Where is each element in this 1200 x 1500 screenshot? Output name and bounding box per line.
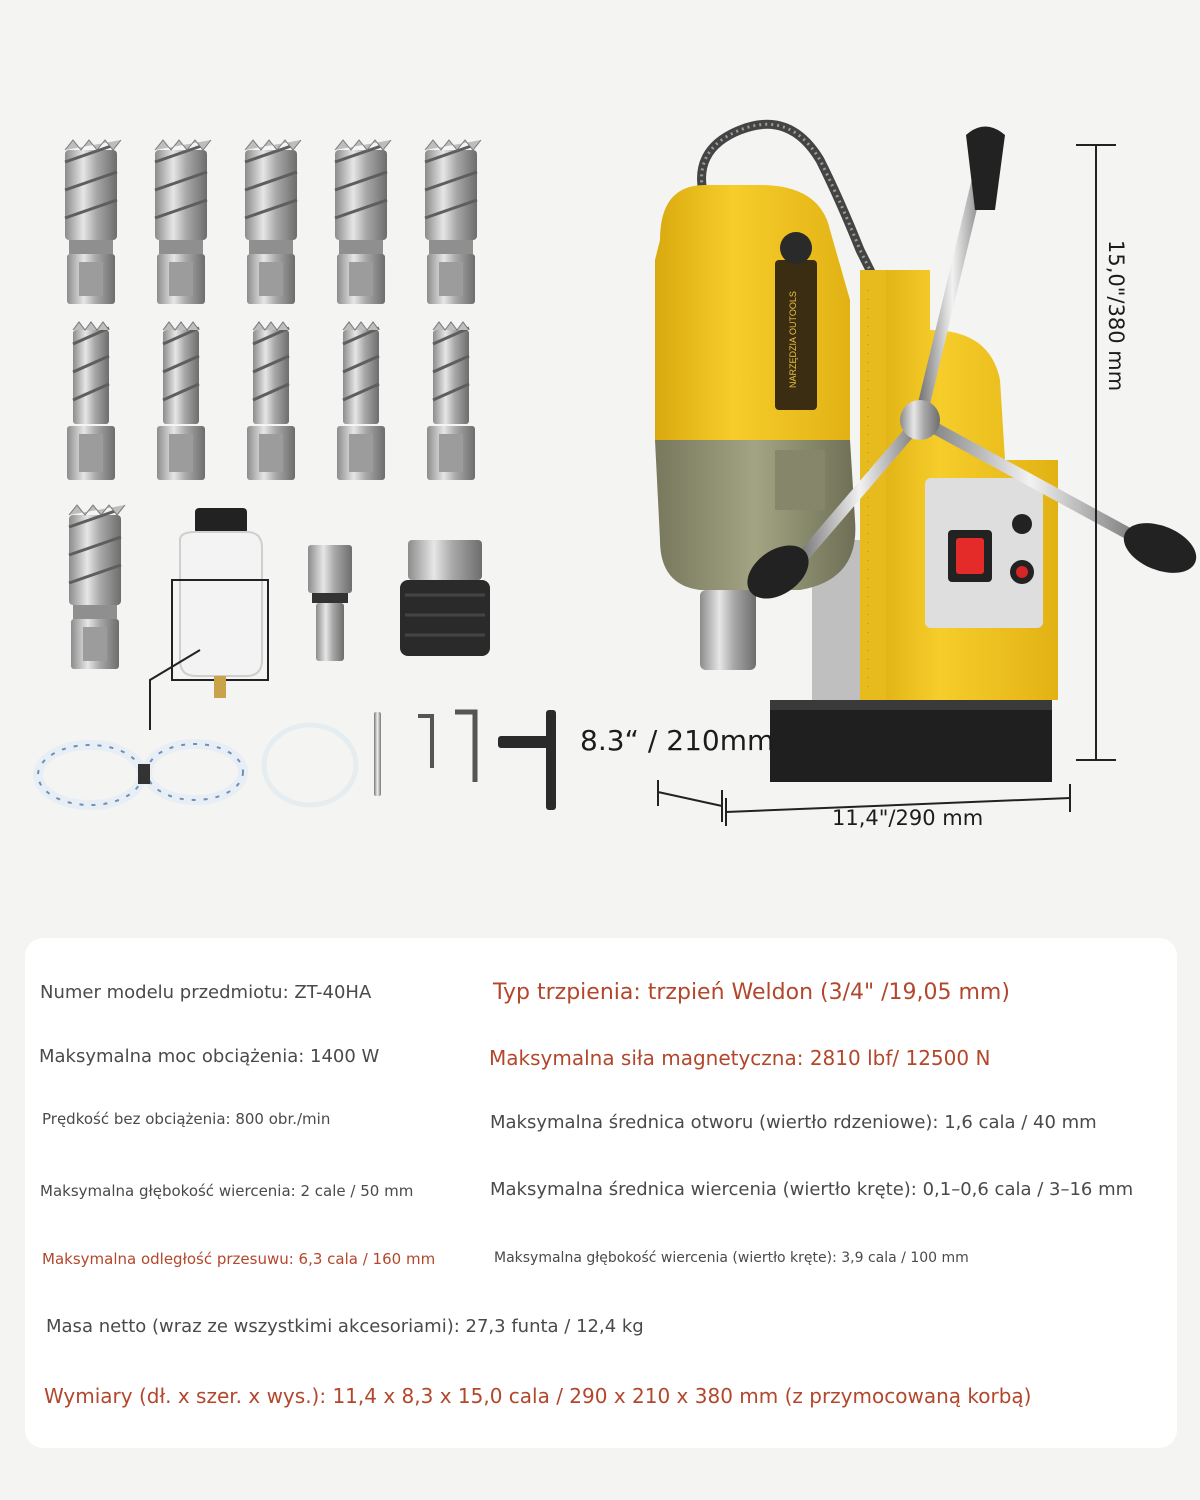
product-label: NARZĘDZIA OUTOOLS	[788, 291, 798, 388]
drill-chuck	[400, 540, 490, 656]
spec-magnetic-force: Maksymalna siła magnetyczna: 2810 lbf/ 12500 N	[489, 1046, 991, 1070]
spec-twist-drill-diameter: Maksymalna średnica wiercenia (wiertło kręte): 0,1–0,6 cala / 3–16 mm	[490, 1179, 1134, 1200]
weldon-adapter	[308, 545, 352, 661]
spec-no-load-speed: Prędkość bez obciążenia: 800 obr./min	[42, 1110, 331, 1128]
coolant-bottle	[150, 508, 268, 730]
spec-drill-depth: Maksymalna głębokość wiercenia: 2 cale / 50 mm	[40, 1182, 414, 1200]
spec-twist-drill-depth: Maksymalna głębokość wiercenia (wiertło kręte): 3,9 cala / 100 mm	[494, 1250, 969, 1266]
chuck-key	[498, 710, 556, 810]
spec-net-weight: Masa netto (wraz ze wszystkimi akcesoriami): 27,3 funta / 12,4 kg	[46, 1316, 644, 1337]
spec-core-hole-diameter: Maksymalna średnica otworu (wiertło rdzeniowe): 1,6 cala / 40 mm	[490, 1112, 1097, 1133]
coolant-tube	[264, 725, 356, 805]
tools-small	[374, 712, 475, 796]
spec-dimensions: Wymiary (dł. x szer. x wys.): 11,4 x 8,3 x 15,0 cala / 290 x 210 x 380 mm (z przymocowaną korbą)	[44, 1384, 1032, 1408]
spec-model: Numer modelu przedmiotu: ZT-40HA	[40, 982, 372, 1003]
spec-shank: Typ trzpienia: trzpień Weldon (3/4" /19,05 mm)	[493, 980, 1010, 1005]
dimension-height-label: 15,0"/380 mm	[1104, 240, 1128, 392]
dimension-depth-label: 8.3“ / 210mm	[580, 724, 775, 757]
spec-travel-distance: Maksymalna odległość przesuwu: 6,3 cala / 160 mm	[42, 1250, 436, 1268]
dimension-width-label: 11,4"/290 mm	[832, 806, 984, 830]
magnetic-drill-press	[655, 124, 1200, 782]
spec-panel	[25, 938, 1177, 1448]
spec-power: Maksymalna moc obciążenia: 1400 W	[39, 1046, 380, 1067]
safety-rope	[38, 744, 243, 805]
